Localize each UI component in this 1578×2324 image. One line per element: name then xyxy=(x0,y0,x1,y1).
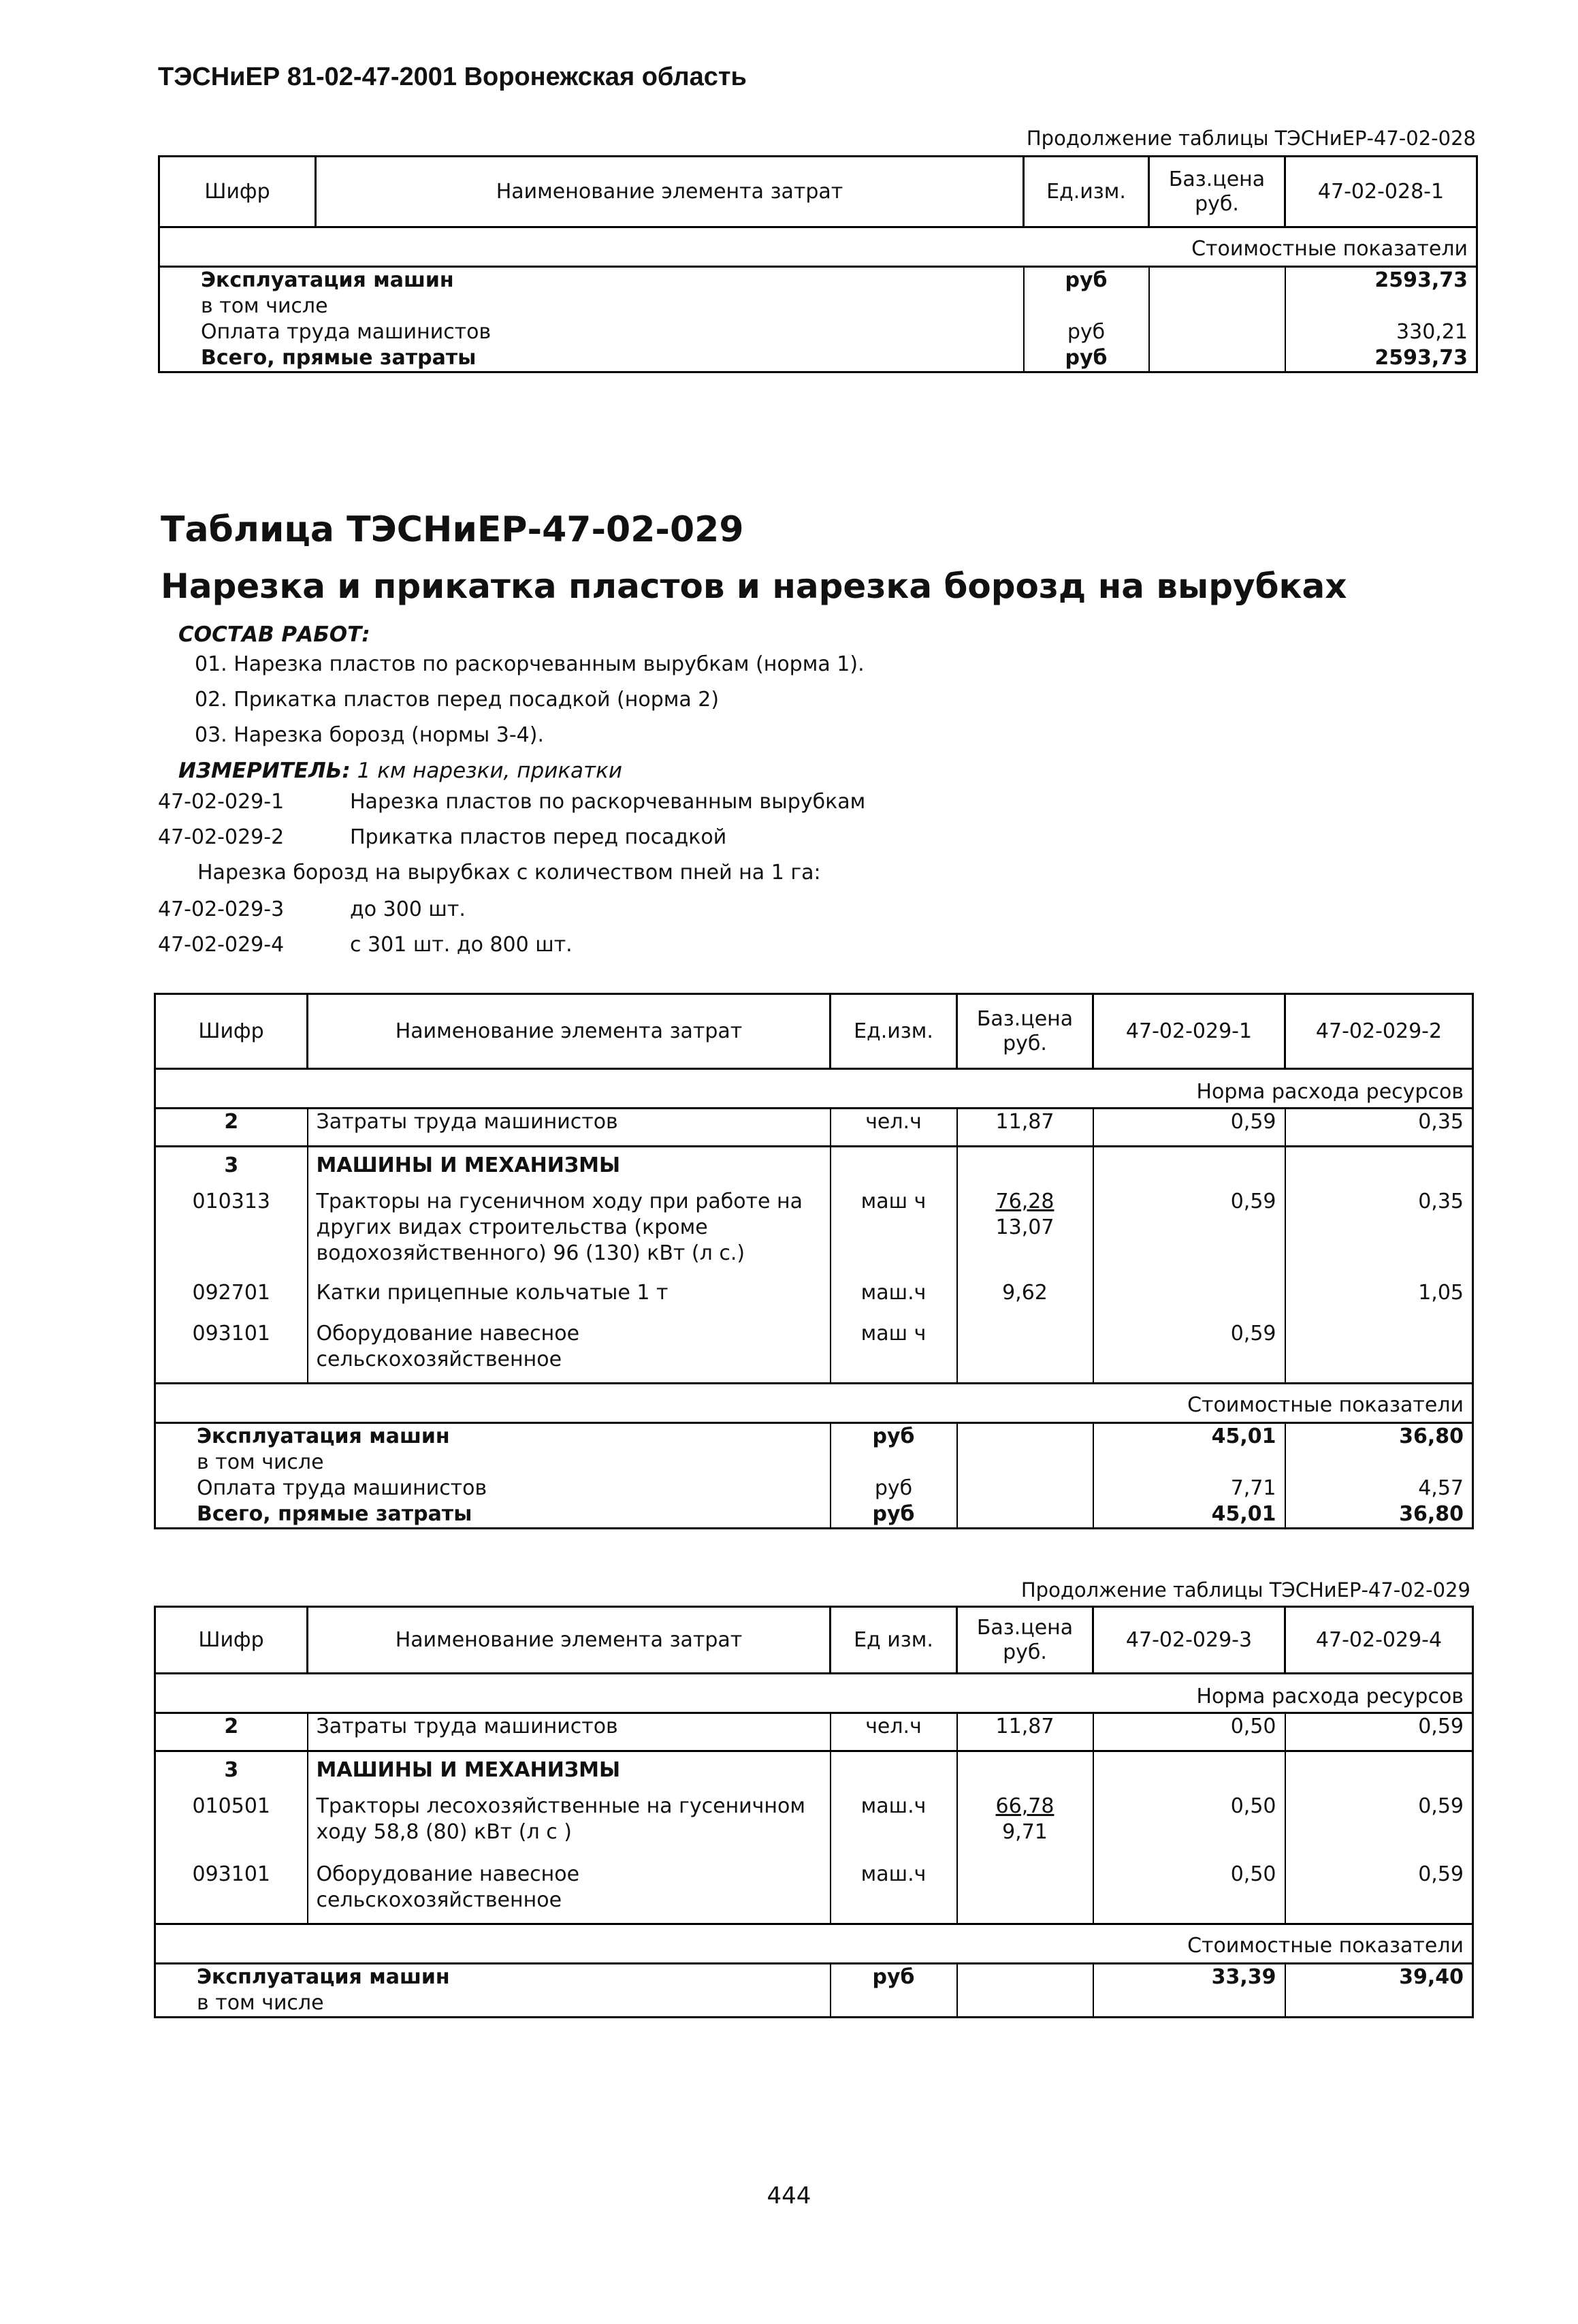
row-code: 010501 xyxy=(155,1794,308,1862)
band-label: Стоимостные показатели xyxy=(159,227,1477,267)
page-header: ТЭСНиЕР 81-02-47-2001 Воронежская область xyxy=(158,63,747,91)
row-code: 2 xyxy=(155,1109,308,1147)
table-row xyxy=(155,1147,1473,1189)
table-row xyxy=(159,319,1477,345)
row-value-1: 0,59 xyxy=(1093,1109,1285,1147)
row-value-1: 45,01 xyxy=(1093,1423,1285,1450)
row-value-2: 0,59 xyxy=(1285,1794,1473,1862)
band-label: Стоимостные показатели xyxy=(155,1384,1473,1423)
col-header-name: Наименование элемента затрат xyxy=(308,1607,831,1674)
price-machine: 66,78 xyxy=(995,1794,1054,1818)
row-unit: маш ч xyxy=(831,1189,957,1280)
row-value-2: 0,35 xyxy=(1285,1109,1473,1147)
row-name: Затраты труда машинистов xyxy=(308,1713,831,1751)
row-value-1: 45,01 xyxy=(1093,1501,1285,1529)
row-name: Эксплуатация машин xyxy=(155,1423,831,1450)
table-row xyxy=(155,1476,1473,1501)
norm-desc: Прикатка пластов перед посадкой xyxy=(350,825,727,849)
measurement-line xyxy=(178,759,622,783)
table-row xyxy=(155,1794,1473,1862)
norm-desc: Нарезка пластов по раскорчеванным вырубкам xyxy=(350,790,866,814)
row-value: 330,21 xyxy=(1285,319,1477,345)
row-value-1: 0,50 xyxy=(1093,1862,1285,1924)
row-value-1: 0,59 xyxy=(1093,1189,1285,1280)
col-header-name: Наименование элемента затрат xyxy=(308,994,831,1069)
group-note: Нарезка борозд на вырубках с количеством пней на 1 га: xyxy=(197,861,821,885)
row-code: 092701 xyxy=(155,1280,308,1321)
row-value: 2593,73 xyxy=(1285,345,1477,372)
row-name: Катки прицепные кольчатые 1 т xyxy=(308,1280,831,1321)
row-name: Оборудование навесное сельскохозяйственное xyxy=(308,1321,831,1384)
col-header-unit: Ед изм. xyxy=(831,1607,957,1674)
row-unit: руб xyxy=(831,1501,957,1529)
table-row xyxy=(159,267,1477,294)
col-header-norm-1: 47-02-028-1 xyxy=(1285,157,1477,227)
row-value-1: 0,59 xyxy=(1093,1321,1285,1384)
row-unit: маш ч xyxy=(831,1321,957,1384)
band-label: Норма расхода ресурсов xyxy=(155,1069,1473,1109)
table-row xyxy=(155,1990,1473,2018)
row-name: в том числе xyxy=(155,1450,831,1476)
row-value-2: 0,35 xyxy=(1285,1189,1473,1280)
row-code: 010313 xyxy=(155,1189,308,1280)
row-value-1: 0,50 xyxy=(1093,1794,1285,1862)
col-header-norm-2: 47-02-029-2 xyxy=(1285,994,1473,1069)
row-value: 2593,73 xyxy=(1285,267,1477,294)
row-code: 3 xyxy=(155,1147,308,1189)
row-name: МАШИНЫ И МЕХАНИЗМЫ xyxy=(308,1751,831,1794)
row-unit: руб xyxy=(831,1423,957,1450)
norm-code: 47-02-029-1 xyxy=(158,790,285,814)
row-unit: руб xyxy=(831,1476,957,1501)
row-value-2: 0,59 xyxy=(1285,1862,1473,1924)
table-row xyxy=(155,1713,1473,1751)
table-title: Таблица ТЭСНиЕР-47-02-029 xyxy=(161,509,744,550)
work-item: 01. Нарезка пластов по раскорчеванным вырубкам (норма 1). xyxy=(195,652,865,676)
row-price: 11,87 xyxy=(957,1109,1093,1147)
table-continuation-label: Продолжение таблицы ТЭСНиЕР-47-02-028 xyxy=(1026,127,1476,150)
row-code: 093101 xyxy=(155,1862,308,1924)
table-47-02-029-1-2 xyxy=(154,993,1474,1529)
col-header-code: Шифр xyxy=(155,1607,308,1674)
row-name: Эксплуатация машин xyxy=(159,267,1024,294)
row-unit: руб xyxy=(1024,319,1149,345)
work-item: 03. Нарезка борозд (нормы 3-4). xyxy=(195,723,544,747)
row-value-2: 36,80 xyxy=(1285,1423,1473,1450)
measurement-value: 1 км нарезки, прикатки xyxy=(357,759,622,783)
work-composition-label: СОСТАВ РАБОТ: xyxy=(178,622,370,647)
col-header-price: Баз.цена руб. xyxy=(1149,157,1285,227)
row-value-2: 39,40 xyxy=(1285,1964,1473,1991)
price-machine: 76,28 xyxy=(995,1189,1054,1213)
row-value-2: 36,80 xyxy=(1285,1501,1473,1529)
row-code: 3 xyxy=(155,1751,308,1794)
table-row xyxy=(155,1501,1473,1529)
table-row xyxy=(159,293,1477,319)
row-name: Оборудование навесное сельскохозяйственное xyxy=(308,1862,831,1924)
row-unit: чел.ч xyxy=(831,1713,957,1751)
col-header-code: Шифр xyxy=(155,994,308,1069)
table-row xyxy=(159,345,1477,372)
row-name: Тракторы лесохозяйственные на гусеничном ходу 58,8 (80) кВт (л с ) xyxy=(308,1794,831,1862)
row-unit: маш.ч xyxy=(831,1794,957,1862)
row-name: Тракторы на гусеничном ходу при работе на других видах строительства (кроме водохозяйственного) 96 (130) кВт (л с.) xyxy=(308,1189,831,1280)
row-price: 9,62 xyxy=(957,1280,1093,1321)
col-header-norm-1: 47-02-029-1 xyxy=(1093,994,1285,1069)
price-labor: 13,07 xyxy=(995,1215,1054,1239)
row-unit: руб xyxy=(1024,345,1149,372)
row-code: 093101 xyxy=(155,1321,308,1384)
row-unit: маш.ч xyxy=(831,1862,957,1924)
table-47-02-029-3-4 xyxy=(154,1606,1474,2018)
table-row xyxy=(155,1280,1473,1321)
row-unit: маш.ч xyxy=(831,1280,957,1321)
norm-code: 47-02-029-3 xyxy=(158,897,285,921)
table-subtitle: Нарезка и прикатка пластов и нарезка борозд на вырубках xyxy=(161,567,1347,606)
work-item: 02. Прикатка пластов перед посадкой (норма 2) xyxy=(195,688,720,712)
row-name: Оплата труда машинистов xyxy=(155,1476,831,1501)
page-number: 444 xyxy=(767,2182,811,2210)
row-value-2: 1,05 xyxy=(1285,1280,1473,1321)
row-unit: руб xyxy=(1024,267,1149,294)
col-header-price: Баз.цена руб. xyxy=(957,1607,1093,1674)
band-label: Норма расхода ресурсов xyxy=(155,1674,1473,1713)
row-name: Всего, прямые затраты xyxy=(159,345,1024,372)
norm-desc: с 301 шт. до 800 шт. xyxy=(350,933,573,957)
col-header-unit: Ед.изм. xyxy=(1024,157,1149,227)
table-row xyxy=(155,1321,1473,1384)
row-value-1: 33,39 xyxy=(1093,1964,1285,1991)
norm-code: 47-02-029-4 xyxy=(158,933,285,957)
band-label: Стоимостные показатели xyxy=(155,1924,1473,1964)
row-name: в том числе xyxy=(159,293,1024,319)
col-header-norm-4: 47-02-029-4 xyxy=(1285,1607,1473,1674)
row-name: Всего, прямые затраты xyxy=(155,1501,831,1529)
row-unit: руб xyxy=(831,1964,957,1991)
row-value-2: 0,59 xyxy=(1285,1713,1473,1751)
table-row xyxy=(155,1109,1473,1147)
row-unit: чел.ч xyxy=(831,1109,957,1147)
row-code: 2 xyxy=(155,1713,308,1751)
row-name: МАШИНЫ И МЕХАНИЗМЫ xyxy=(308,1147,831,1189)
measurement-label: ИЗМЕРИТЕЛЬ: xyxy=(178,759,351,783)
col-header-name: Наименование элемента затрат xyxy=(316,157,1024,227)
row-name: Эксплуатация машин xyxy=(155,1964,831,1991)
table-row xyxy=(155,1450,1473,1476)
table-47-02-028 xyxy=(158,155,1478,373)
row-value-2: 4,57 xyxy=(1285,1476,1473,1501)
table-row xyxy=(155,1751,1473,1794)
col-header-code: Шифр xyxy=(159,157,316,227)
price-labor: 9,71 xyxy=(1002,1819,1048,1844)
norm-code: 47-02-029-2 xyxy=(158,825,285,849)
row-name: Оплата труда машинистов xyxy=(159,319,1024,345)
row-name: в том числе xyxy=(155,1990,831,2018)
row-value-1: 0,50 xyxy=(1093,1713,1285,1751)
row-name: Затраты труда машинистов xyxy=(308,1109,831,1147)
row-price xyxy=(957,1189,1093,1280)
col-header-unit: Ед.изм. xyxy=(831,994,957,1069)
norm-desc: до 300 шт. xyxy=(350,897,466,921)
table-continuation-label: Продолжение таблицы ТЭСНиЕР-47-02-029 xyxy=(1020,1578,1470,1602)
row-value-1: 7,71 xyxy=(1093,1476,1285,1501)
table-row xyxy=(155,1862,1473,1924)
row-price: 11,87 xyxy=(957,1713,1093,1751)
col-header-price: Баз.цена руб. xyxy=(957,994,1093,1069)
table-row xyxy=(155,1189,1473,1280)
table-row xyxy=(155,1423,1473,1450)
col-header-norm-3: 47-02-029-3 xyxy=(1093,1607,1285,1674)
row-price xyxy=(957,1794,1093,1862)
table-row xyxy=(155,1964,1473,1991)
